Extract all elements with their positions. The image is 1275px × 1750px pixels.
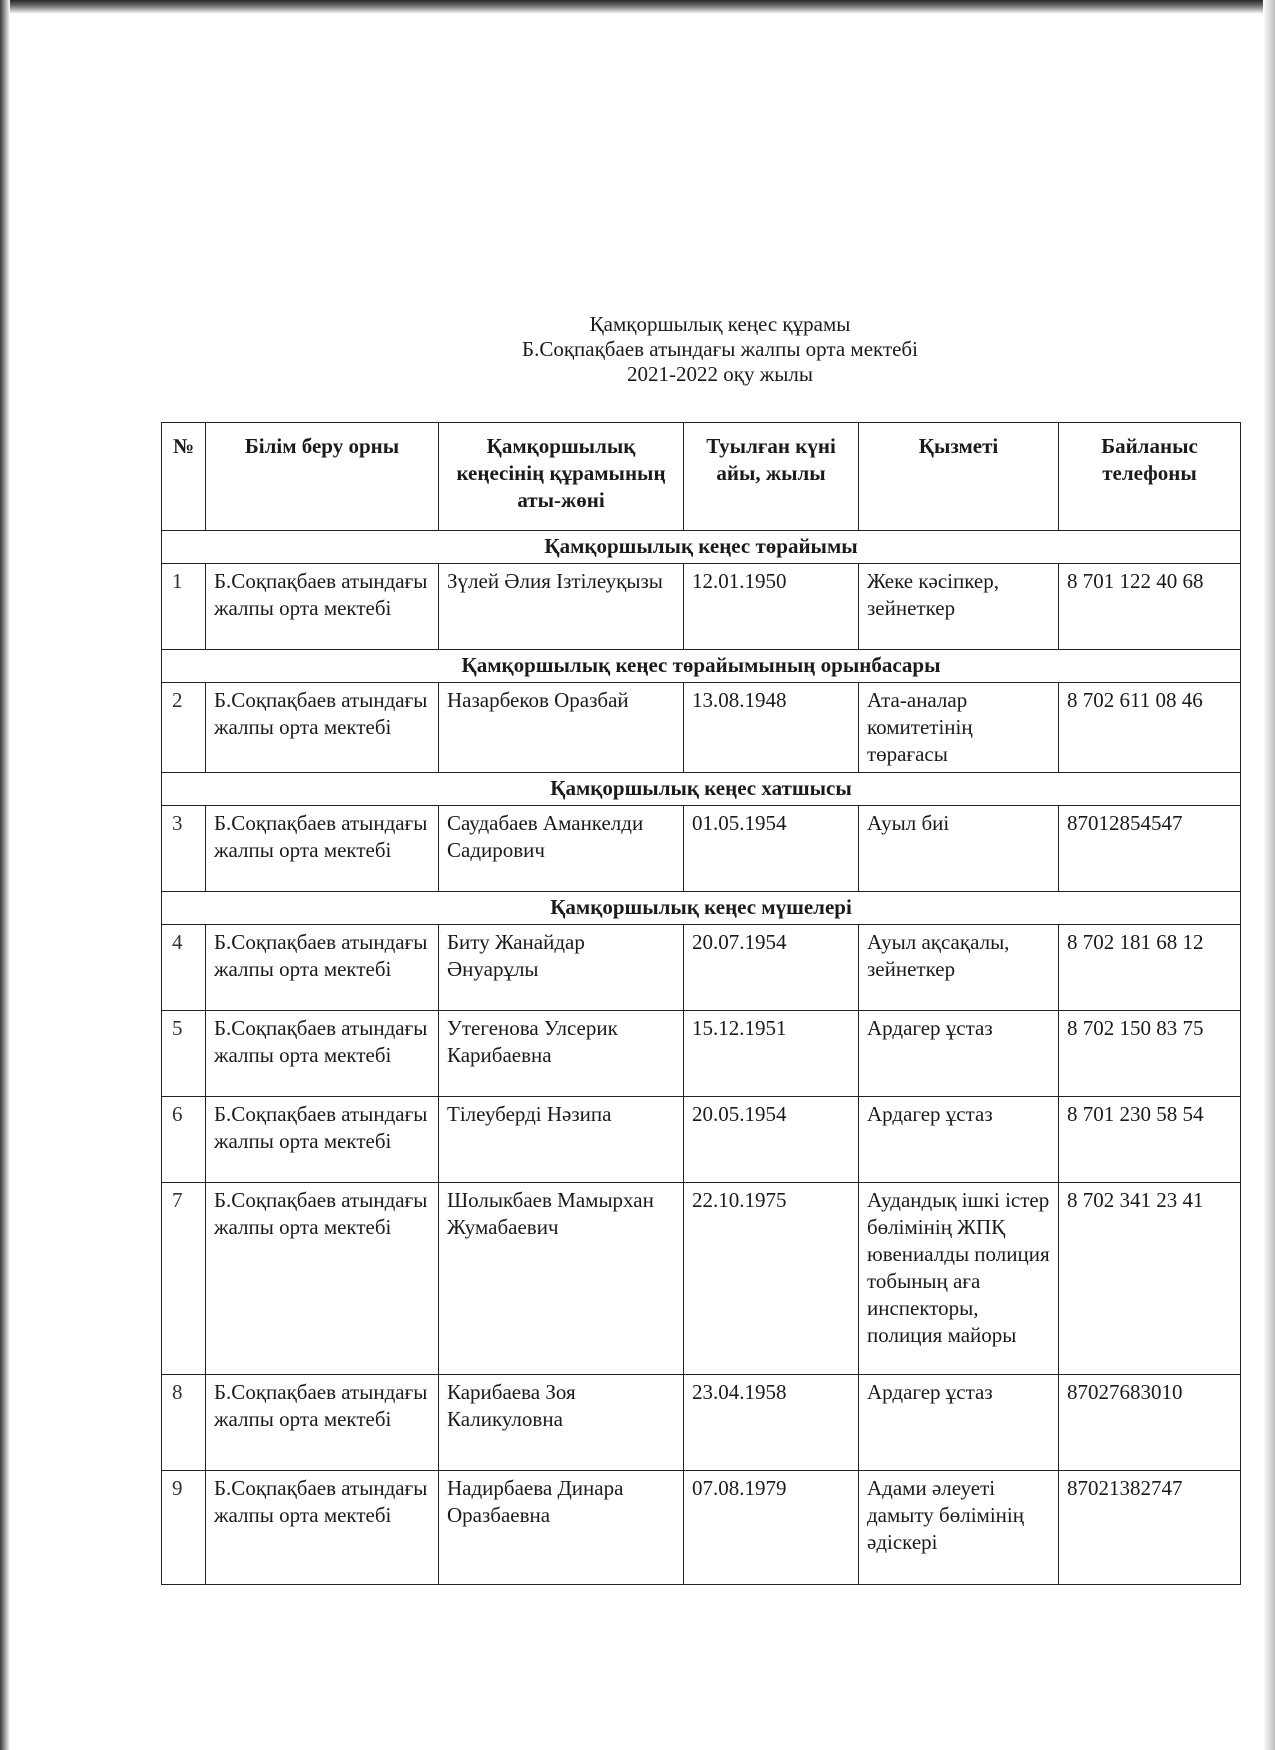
row-phone: 87012854547 xyxy=(1059,806,1241,892)
row-name: Утегенова Улсерик Карибаевна xyxy=(439,1011,684,1097)
row-place: Б.Соқпақбаев атындағы жалпы орта мектебі xyxy=(206,925,439,1011)
row-dob: 20.07.1954 xyxy=(684,925,859,1011)
row-phone: 8 701 230 58 54 xyxy=(1059,1097,1241,1183)
row-name: Биту Жанайдар Әнуарұлы xyxy=(439,925,684,1011)
table-row xyxy=(162,925,1241,1011)
row-phone: 87027683010 xyxy=(1059,1375,1241,1471)
scan-edge-right xyxy=(1263,0,1275,1750)
row-name: Шолыкбаев Мамырхан Жумабаевич xyxy=(439,1183,684,1375)
title-line-1: Қамқоршылық кеңес құрамы xyxy=(589,312,851,336)
table-row xyxy=(162,1375,1241,1471)
row-number: 9 xyxy=(162,1471,206,1585)
row-position: Ардагер ұстаз xyxy=(859,1375,1059,1471)
table-row xyxy=(162,1097,1241,1183)
row-number: 8 xyxy=(162,1375,206,1471)
section-row-members xyxy=(162,892,1241,925)
row-place: Б.Соқпақбаев атындағы жалпы орта мектебі xyxy=(206,564,439,650)
row-number: 4 xyxy=(162,925,206,1011)
row-dob: 07.08.1979 xyxy=(684,1471,859,1585)
row-position: Адами әлеуеті дамыту бөлімінің әдіскері xyxy=(859,1471,1059,1585)
row-place: Б.Соқпақбаев атындағы жалпы орта мектебі xyxy=(206,1011,439,1097)
title-line-2: Б.Соқпақбаев атындағы жалпы орта мектебі xyxy=(522,337,918,361)
row-position: Ардагер ұстаз xyxy=(859,1097,1059,1183)
row-name: Зүлей Әлия Ізтілеуқызы xyxy=(439,564,684,650)
document-title xyxy=(0,312,1275,387)
council-table-wrapper xyxy=(161,422,1240,1585)
table-header-row xyxy=(162,423,1241,531)
row-position: Ардагер ұстаз xyxy=(859,1011,1059,1097)
row-place: Б.Соқпақбаев атындағы жалпы орта мектебі xyxy=(206,683,439,773)
table-row xyxy=(162,564,1241,650)
row-place: Б.Соқпақбаев атындағы жалпы орта мектебі xyxy=(206,1183,439,1375)
section-title: Қамқоршылық кеңес мүшелері xyxy=(162,892,1241,925)
row-phone: 8 702 611 08 46 xyxy=(1059,683,1241,773)
section-title: Қамқоршылық кеңес хатшысы xyxy=(162,773,1241,806)
row-name: Надирбаева Динара Оразбаевна xyxy=(439,1471,684,1585)
table-row xyxy=(162,806,1241,892)
row-place: Б.Соқпақбаев атындағы жалпы орта мектебі xyxy=(206,1471,439,1585)
row-name: Назарбеков Оразбай xyxy=(439,683,684,773)
row-number: 5 xyxy=(162,1011,206,1097)
table-row xyxy=(162,1183,1241,1375)
section-row-chair xyxy=(162,531,1241,564)
header-place: Білім беру орны xyxy=(206,423,439,531)
table-row xyxy=(162,683,1241,773)
row-number: 1 xyxy=(162,564,206,650)
section-title: Қамқоршылық кеңес төрайымының орынбасары xyxy=(162,650,1241,683)
row-phone: 8 702 181 68 12 xyxy=(1059,925,1241,1011)
council-table xyxy=(161,422,1241,1585)
section-row-secretary xyxy=(162,773,1241,806)
header-name: Қамқоршылық кеңесінің құрамының аты-жөні xyxy=(439,423,684,531)
row-number: 3 xyxy=(162,806,206,892)
title-line-3: 2021-2022 оқу жылы xyxy=(627,362,813,386)
section-title: Қамқоршылық кеңес төрайымы xyxy=(162,531,1241,564)
row-dob: 01.05.1954 xyxy=(684,806,859,892)
row-place: Б.Соқпақбаев атындағы жалпы орта мектебі xyxy=(206,806,439,892)
scan-edge-top xyxy=(0,0,1275,14)
row-number: 6 xyxy=(162,1097,206,1183)
row-number: 7 xyxy=(162,1183,206,1375)
section-row-deputy xyxy=(162,650,1241,683)
scan-edge-left xyxy=(0,0,10,1750)
row-phone: 8 702 341 23 41 xyxy=(1059,1183,1241,1375)
row-position: Жеке кәсіпкер, зейнеткер xyxy=(859,564,1059,650)
row-number: 2 xyxy=(162,683,206,773)
header-dob: Туылған күні айы, жылы xyxy=(684,423,859,531)
row-name: Тілеуберді Нәзипа xyxy=(439,1097,684,1183)
row-name: Саудабаев Аманкелди Садирович xyxy=(439,806,684,892)
row-phone: 8 701 122 40 68 xyxy=(1059,564,1241,650)
row-dob: 15.12.1951 xyxy=(684,1011,859,1097)
row-position: Ауыл биі xyxy=(859,806,1059,892)
row-position: Ата-аналар комитетінің төрағасы xyxy=(859,683,1059,773)
header-phone: Байланыс телефоны xyxy=(1059,423,1241,531)
row-dob: 20.05.1954 xyxy=(684,1097,859,1183)
row-phone: 87021382747 xyxy=(1059,1471,1241,1585)
table-row xyxy=(162,1471,1241,1585)
row-place: Б.Соқпақбаев атындағы жалпы орта мектебі xyxy=(206,1375,439,1471)
row-dob: 13.08.1948 xyxy=(684,683,859,773)
header-number: № xyxy=(162,423,206,531)
row-place: Б.Соқпақбаев атындағы жалпы орта мектебі xyxy=(206,1097,439,1183)
header-position: Қызметі xyxy=(859,423,1059,531)
row-position: Аудандық ішкі істер бөлімінің ЖПҚ ювениалды полиция тобының аға инспекторы, полиция майоры xyxy=(859,1183,1059,1375)
row-phone: 8 702 150 83 75 xyxy=(1059,1011,1241,1097)
row-dob: 12.01.1950 xyxy=(684,564,859,650)
row-position: Ауыл ақсақалы, зейнеткер xyxy=(859,925,1059,1011)
table-row xyxy=(162,1011,1241,1097)
row-name: Карибаева Зоя Каликуловна xyxy=(439,1375,684,1471)
row-dob: 23.04.1958 xyxy=(684,1375,859,1471)
row-dob: 22.10.1975 xyxy=(684,1183,859,1375)
